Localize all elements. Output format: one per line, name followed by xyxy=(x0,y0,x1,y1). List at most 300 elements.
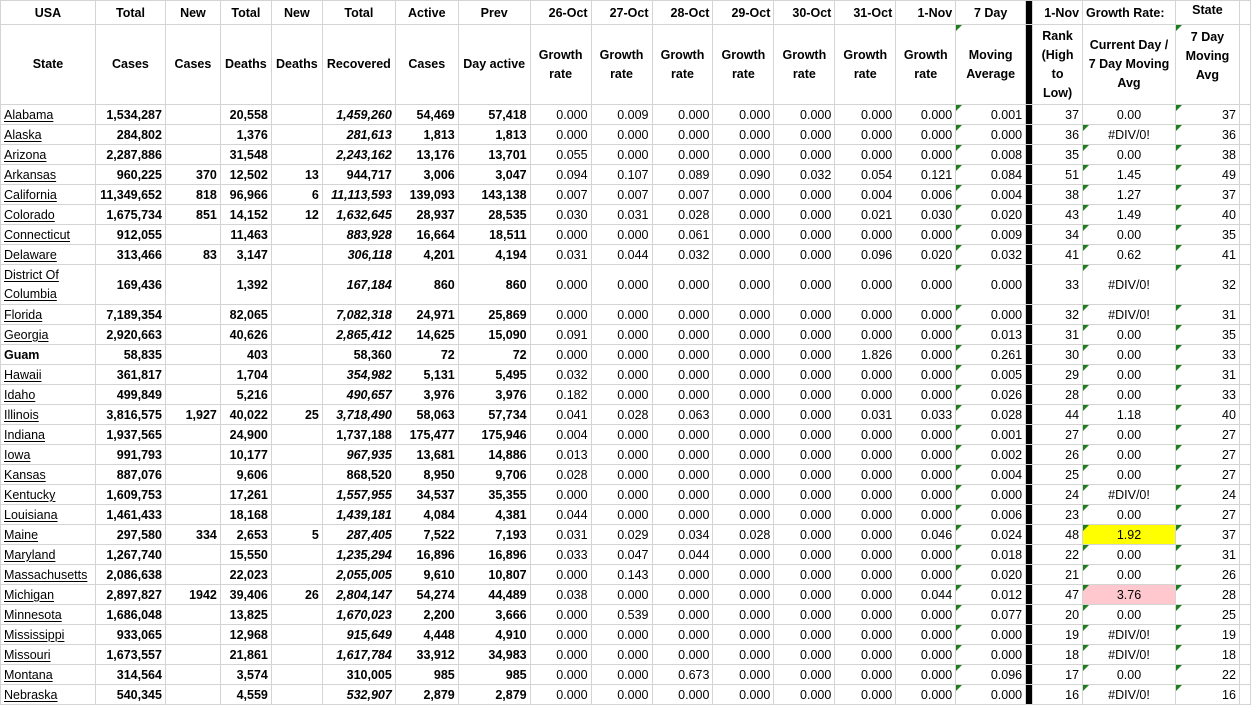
state-seven-day-rank-cell[interactable]: 22 xyxy=(1175,665,1239,685)
active-cases-cell[interactable]: 16,664 xyxy=(395,225,458,245)
empty-cell[interactable] xyxy=(1239,1,1250,25)
state-link[interactable]: Kentucky xyxy=(4,487,56,502)
growth-rate-cell[interactable]: 0.000 xyxy=(713,265,774,305)
recovered-cell[interactable]: 7,082,318 xyxy=(322,305,395,325)
new-deaths-cell[interactable] xyxy=(271,245,322,265)
growth-rate-cell[interactable]: 0.000 xyxy=(713,225,774,245)
growth-ratio-cell[interactable]: 0.00 xyxy=(1083,565,1176,585)
growth-rate-cell[interactable]: 0.000 xyxy=(835,305,896,325)
growth-rate-cell[interactable]: 0.107 xyxy=(591,165,652,185)
total-cases-cell[interactable]: 1,673,557 xyxy=(95,645,165,665)
growth-ratio-cell[interactable]: 1.27 xyxy=(1083,185,1176,205)
growth-rate-cell[interactable]: 0.000 xyxy=(774,645,835,665)
rank-cell[interactable]: 23 xyxy=(1033,505,1083,525)
header-new-deaths[interactable]: Deaths xyxy=(271,25,322,105)
prev-day-active-cell[interactable]: 175,946 xyxy=(458,425,530,445)
growth-rate-cell[interactable]: 0.000 xyxy=(774,685,835,705)
recovered-cell[interactable]: 58,360 xyxy=(322,345,395,365)
moving-average-cell[interactable]: 0.009 xyxy=(956,225,1026,245)
prev-day-active-cell[interactable]: 4,910 xyxy=(458,625,530,645)
new-deaths-cell[interactable]: 6 xyxy=(271,185,322,205)
growth-rate-cell[interactable]: 0.032 xyxy=(530,365,591,385)
recovered-cell[interactable]: 967,935 xyxy=(322,445,395,465)
moving-average-cell[interactable]: 0.001 xyxy=(956,425,1026,445)
recovered-cell[interactable]: 915,649 xyxy=(322,625,395,645)
recovered-cell[interactable]: 944,717 xyxy=(322,165,395,185)
moving-average-cell[interactable]: 0.032 xyxy=(956,245,1026,265)
growth-rate-cell[interactable]: 0.007 xyxy=(530,185,591,205)
growth-rate-cell[interactable]: 0.000 xyxy=(896,365,956,385)
prev-day-active-cell[interactable]: 4,381 xyxy=(458,505,530,525)
growth-rate-cell[interactable]: 1.826 xyxy=(835,345,896,365)
active-cases-cell[interactable]: 2,879 xyxy=(395,685,458,705)
header-active-cases[interactable]: Active xyxy=(395,1,458,25)
growth-rate-cell[interactable]: 0.000 xyxy=(530,225,591,245)
moving-average-cell[interactable]: 0.008 xyxy=(956,145,1026,165)
header-total-cases[interactable]: Cases xyxy=(95,25,165,105)
growth-ratio-cell[interactable]: #DIV/0! xyxy=(1083,265,1176,305)
active-cases-cell[interactable]: 13,176 xyxy=(395,145,458,165)
growth-rate-cell[interactable]: 0.000 xyxy=(774,265,835,305)
growth-rate-cell[interactable]: 0.000 xyxy=(774,245,835,265)
empty-cell[interactable] xyxy=(1239,605,1250,625)
moving-average-cell[interactable]: 0.000 xyxy=(956,265,1026,305)
recovered-cell[interactable]: 167,184 xyxy=(322,265,395,305)
recovered-cell[interactable]: 1,617,784 xyxy=(322,645,395,665)
growth-rate-cell[interactable]: 0.038 xyxy=(530,585,591,605)
growth-rate-cell[interactable]: 0.000 xyxy=(591,625,652,645)
growth-rate-cell[interactable]: 0.009 xyxy=(591,105,652,125)
state-link[interactable]: Georgia xyxy=(4,327,49,342)
state-seven-day-rank-cell[interactable]: 27 xyxy=(1175,505,1239,525)
growth-rate-cell[interactable]: 0.096 xyxy=(835,245,896,265)
new-deaths-cell[interactable] xyxy=(271,625,322,645)
empty-cell[interactable] xyxy=(1239,405,1250,425)
growth-rate-cell[interactable]: 0.000 xyxy=(896,125,956,145)
empty-cell[interactable] xyxy=(1239,185,1250,205)
header-growth-29-oct[interactable]: Growth rate xyxy=(713,25,774,105)
state-link[interactable]: Arkansas xyxy=(4,167,57,182)
moving-average-cell[interactable]: 0.261 xyxy=(956,345,1026,365)
state-name-cell[interactable] xyxy=(1,625,96,645)
growth-rate-cell[interactable]: 0.000 xyxy=(774,305,835,325)
growth-rate-cell[interactable]: 0.000 xyxy=(591,425,652,445)
new-deaths-cell[interactable]: 5 xyxy=(271,525,322,545)
total-cases-cell[interactable]: 912,055 xyxy=(95,225,165,245)
moving-average-cell[interactable]: 0.018 xyxy=(956,545,1026,565)
growth-rate-cell[interactable]: 0.000 xyxy=(713,185,774,205)
growth-rate-cell[interactable]: 0.000 xyxy=(713,145,774,165)
growth-rate-cell[interactable]: 0.000 xyxy=(835,485,896,505)
growth-rate-cell[interactable]: 0.000 xyxy=(652,345,713,365)
new-deaths-cell[interactable] xyxy=(271,545,322,565)
empty-cell[interactable] xyxy=(1239,465,1250,485)
empty-cell[interactable] xyxy=(1239,105,1250,125)
state-seven-day-rank-cell[interactable]: 36 xyxy=(1175,125,1239,145)
rank-cell[interactable]: 27 xyxy=(1033,425,1083,445)
total-cases-cell[interactable]: 960,225 xyxy=(95,165,165,185)
total-deaths-cell[interactable]: 15,550 xyxy=(220,545,271,565)
total-cases-cell[interactable]: 284,802 xyxy=(95,125,165,145)
growth-rate-cell[interactable]: 0.000 xyxy=(713,325,774,345)
prev-day-active-cell[interactable]: 143,138 xyxy=(458,185,530,205)
state-link[interactable]: Connecticut xyxy=(4,227,71,242)
growth-rate-cell[interactable]: 0.539 xyxy=(591,605,652,625)
growth-rate-cell[interactable]: 0.000 xyxy=(896,105,956,125)
new-cases-cell[interactable] xyxy=(165,305,220,325)
recovered-cell[interactable]: 2,243,162 xyxy=(322,145,395,165)
active-cases-cell[interactable]: 24,971 xyxy=(395,305,458,325)
rank-cell[interactable]: 32 xyxy=(1033,305,1083,325)
new-cases-cell[interactable] xyxy=(165,565,220,585)
empty-cell[interactable] xyxy=(1239,225,1250,245)
state-name-cell[interactable] xyxy=(1,365,96,385)
growth-rate-cell[interactable]: 0.000 xyxy=(713,385,774,405)
growth-rate-cell[interactable]: 0.000 xyxy=(530,645,591,665)
state-link[interactable]: Arizona xyxy=(4,147,47,162)
state-name-cell[interactable] xyxy=(1,485,96,505)
state-seven-day-rank-cell[interactable]: 16 xyxy=(1175,685,1239,705)
growth-rate-cell[interactable]: 0.000 xyxy=(835,425,896,445)
total-cases-cell[interactable]: 297,580 xyxy=(95,525,165,545)
growth-rate-cell[interactable]: 0.000 xyxy=(713,685,774,705)
growth-rate-cell[interactable]: 0.000 xyxy=(774,585,835,605)
new-deaths-cell[interactable] xyxy=(271,565,322,585)
state-seven-day-rank-cell[interactable]: 40 xyxy=(1175,205,1239,225)
growth-rate-cell[interactable]: 0.028 xyxy=(652,205,713,225)
header-growth-27-oct[interactable]: 27-Oct xyxy=(591,1,652,25)
rank-cell[interactable]: 22 xyxy=(1033,545,1083,565)
empty-cell[interactable] xyxy=(1239,425,1250,445)
active-cases-cell[interactable]: 3,976 xyxy=(395,385,458,405)
state-seven-day-rank-cell[interactable]: 35 xyxy=(1175,225,1239,245)
new-cases-cell[interactable] xyxy=(165,225,220,245)
growth-ratio-cell[interactable]: 0.62 xyxy=(1083,245,1176,265)
new-cases-cell[interactable] xyxy=(165,105,220,125)
empty-cell[interactable] xyxy=(1239,585,1250,605)
rank-cell[interactable]: 44 xyxy=(1033,405,1083,425)
new-deaths-cell[interactable]: 13 xyxy=(271,165,322,185)
rank-cell[interactable]: 28 xyxy=(1033,385,1083,405)
total-cases-cell[interactable]: 11,349,652 xyxy=(95,185,165,205)
moving-average-cell[interactable]: 0.006 xyxy=(956,505,1026,525)
rank-cell[interactable]: 34 xyxy=(1033,225,1083,245)
growth-rate-cell[interactable]: 0.000 xyxy=(896,305,956,325)
new-cases-cell[interactable] xyxy=(165,505,220,525)
growth-rate-cell[interactable]: 0.000 xyxy=(774,505,835,525)
growth-rate-cell[interactable]: 0.047 xyxy=(591,545,652,565)
empty-cell[interactable] xyxy=(1239,165,1250,185)
growth-rate-cell[interactable]: 0.000 xyxy=(896,145,956,165)
recovered-cell[interactable]: 2,804,147 xyxy=(322,585,395,605)
total-deaths-cell[interactable]: 12,502 xyxy=(220,165,271,185)
state-seven-day-rank-cell[interactable]: 35 xyxy=(1175,325,1239,345)
state-link[interactable]: Alaska xyxy=(4,127,42,142)
state-name-cell[interactable] xyxy=(1,225,96,245)
growth-rate-cell[interactable]: 0.000 xyxy=(896,445,956,465)
total-deaths-cell[interactable]: 82,065 xyxy=(220,305,271,325)
growth-rate-cell[interactable]: 0.021 xyxy=(835,205,896,225)
state-link[interactable]: Idaho xyxy=(4,387,36,402)
growth-ratio-cell[interactable]: 0.00 xyxy=(1083,325,1176,345)
state-seven-day-rank-cell[interactable]: 27 xyxy=(1175,465,1239,485)
growth-rate-cell[interactable]: 0.000 xyxy=(652,385,713,405)
growth-rate-cell[interactable]: 0.000 xyxy=(591,345,652,365)
recovered-cell[interactable]: 2,055,005 xyxy=(322,565,395,585)
header-total-cases[interactable]: Total xyxy=(95,1,165,25)
growth-ratio-cell[interactable]: 0.00 xyxy=(1083,105,1176,125)
header-state[interactable]: USA xyxy=(1,1,96,25)
active-cases-cell[interactable]: 13,681 xyxy=(395,445,458,465)
header-growth-1-nov[interactable]: Growth rate xyxy=(896,25,956,105)
state-name-cell[interactable] xyxy=(1,445,96,465)
growth-rate-cell[interactable]: 0.000 xyxy=(652,465,713,485)
active-cases-cell[interactable]: 4,201 xyxy=(395,245,458,265)
growth-ratio-cell[interactable]: 0.00 xyxy=(1083,365,1176,385)
new-deaths-cell[interactable] xyxy=(271,325,322,345)
growth-rate-cell[interactable]: 0.000 xyxy=(713,665,774,685)
moving-average-cell[interactable]: 0.012 xyxy=(956,585,1026,605)
growth-rate-cell[interactable]: 0.000 xyxy=(835,685,896,705)
empty-cell[interactable] xyxy=(1239,665,1250,685)
new-deaths-cell[interactable]: 25 xyxy=(271,405,322,425)
new-cases-cell[interactable] xyxy=(165,145,220,165)
header-new-deaths[interactable]: New xyxy=(271,1,322,25)
header-growth-29-oct[interactable]: 29-Oct xyxy=(713,1,774,25)
growth-rate-cell[interactable]: 0.000 xyxy=(713,445,774,465)
growth-rate-cell[interactable]: 0.091 xyxy=(530,325,591,345)
growth-rate-cell[interactable]: 0.000 xyxy=(530,105,591,125)
total-deaths-cell[interactable]: 14,152 xyxy=(220,205,271,225)
active-cases-cell[interactable]: 2,200 xyxy=(395,605,458,625)
header-state[interactable]: State xyxy=(1,25,96,105)
state-seven-day-rank-cell[interactable]: 24 xyxy=(1175,485,1239,505)
total-cases-cell[interactable]: 169,436 xyxy=(95,265,165,305)
growth-rate-cell[interactable]: 0.182 xyxy=(530,385,591,405)
growth-rate-cell[interactable]: 0.000 xyxy=(652,685,713,705)
new-deaths-cell[interactable]: 12 xyxy=(271,205,322,225)
growth-ratio-cell[interactable]: 0.00 xyxy=(1083,605,1176,625)
total-cases-cell[interactable]: 1,267,740 xyxy=(95,545,165,565)
growth-rate-cell[interactable]: 0.000 xyxy=(774,345,835,365)
rank-cell[interactable]: 38 xyxy=(1033,185,1083,205)
growth-rate-cell[interactable]: 0.000 xyxy=(713,245,774,265)
empty-cell[interactable] xyxy=(1239,365,1250,385)
state-name-cell[interactable] xyxy=(1,465,96,485)
state-name-cell[interactable] xyxy=(1,165,96,185)
state-name-cell[interactable] xyxy=(1,605,96,625)
new-deaths-cell[interactable] xyxy=(271,365,322,385)
state-name-cell[interactable] xyxy=(1,185,96,205)
growth-rate-cell[interactable]: 0.004 xyxy=(530,425,591,445)
total-deaths-cell[interactable]: 1,704 xyxy=(220,365,271,385)
growth-rate-cell[interactable]: 0.000 xyxy=(896,265,956,305)
prev-day-active-cell[interactable]: 10,807 xyxy=(458,565,530,585)
moving-average-cell[interactable]: 0.000 xyxy=(956,485,1026,505)
growth-rate-cell[interactable]: 0.000 xyxy=(896,345,956,365)
new-cases-cell[interactable] xyxy=(165,265,220,305)
state-seven-day-rank-cell[interactable]: 33 xyxy=(1175,385,1239,405)
moving-average-cell[interactable]: 0.028 xyxy=(956,405,1026,425)
growth-rate-cell[interactable]: 0.000 xyxy=(896,225,956,245)
new-cases-cell[interactable] xyxy=(165,545,220,565)
state-seven-day-rank-cell[interactable]: 49 xyxy=(1175,165,1239,185)
header-current-day-ratio[interactable]: Growth Rate: xyxy=(1083,1,1176,25)
empty-cell[interactable] xyxy=(1239,265,1250,305)
rank-cell[interactable]: 43 xyxy=(1033,205,1083,225)
recovered-cell[interactable]: 11,113,593 xyxy=(322,185,395,205)
growth-ratio-cell[interactable]: 1.49 xyxy=(1083,205,1176,225)
moving-average-cell[interactable]: 0.020 xyxy=(956,565,1026,585)
header-growth-28-oct[interactable]: 28-Oct xyxy=(652,1,713,25)
state-seven-day-rank-cell[interactable]: 33 xyxy=(1175,345,1239,365)
growth-ratio-cell[interactable]: 0.00 xyxy=(1083,225,1176,245)
growth-rate-cell[interactable]: 0.000 xyxy=(591,685,652,705)
state-link[interactable]: Michigan xyxy=(4,587,55,602)
new-deaths-cell[interactable] xyxy=(271,145,322,165)
prev-day-active-cell[interactable]: 16,896 xyxy=(458,545,530,565)
growth-rate-cell[interactable]: 0.000 xyxy=(530,305,591,325)
growth-rate-cell[interactable]: 0.029 xyxy=(591,525,652,545)
growth-rate-cell[interactable]: 0.033 xyxy=(896,405,956,425)
active-cases-cell[interactable]: 34,537 xyxy=(395,485,458,505)
growth-rate-cell[interactable]: 0.000 xyxy=(591,325,652,345)
prev-day-active-cell[interactable]: 3,047 xyxy=(458,165,530,185)
new-cases-cell[interactable]: 1,927 xyxy=(165,405,220,425)
growth-rate-cell[interactable]: 0.000 xyxy=(713,425,774,445)
total-deaths-cell[interactable]: 96,966 xyxy=(220,185,271,205)
active-cases-cell[interactable]: 860 xyxy=(395,265,458,305)
growth-rate-cell[interactable]: 0.000 xyxy=(896,605,956,625)
total-cases-cell[interactable]: 887,076 xyxy=(95,465,165,485)
growth-rate-cell[interactable]: 0.031 xyxy=(591,205,652,225)
state-name-cell[interactable] xyxy=(1,385,96,405)
growth-rate-cell[interactable]: 0.000 xyxy=(835,585,896,605)
moving-average-cell[interactable]: 0.005 xyxy=(956,365,1026,385)
active-cases-cell[interactable]: 9,610 xyxy=(395,565,458,585)
moving-average-cell[interactable]: 0.077 xyxy=(956,605,1026,625)
growth-rate-cell[interactable]: 0.000 xyxy=(591,365,652,385)
moving-average-cell[interactable]: 0.026 xyxy=(956,385,1026,405)
growth-rate-cell[interactable]: 0.000 xyxy=(652,105,713,125)
growth-rate-cell[interactable]: 0.000 xyxy=(713,645,774,665)
state-name-cell[interactable] xyxy=(1,565,96,585)
growth-rate-cell[interactable]: 0.000 xyxy=(591,265,652,305)
new-cases-cell[interactable] xyxy=(165,645,220,665)
header-growth-1-nov[interactable]: 1-Nov xyxy=(896,1,956,25)
state-name-cell[interactable] xyxy=(1,405,96,425)
prev-day-active-cell[interactable]: 25,869 xyxy=(458,305,530,325)
new-cases-cell[interactable] xyxy=(165,685,220,705)
active-cases-cell[interactable]: 7,522 xyxy=(395,525,458,545)
growth-rate-cell[interactable]: 0.000 xyxy=(652,485,713,505)
growth-rate-cell[interactable]: 0.094 xyxy=(530,165,591,185)
state-link[interactable]: Hawaii xyxy=(4,367,42,382)
total-deaths-cell[interactable]: 22,023 xyxy=(220,565,271,585)
recovered-cell[interactable]: 1,632,645 xyxy=(322,205,395,225)
growth-rate-cell[interactable]: 0.000 xyxy=(591,125,652,145)
growth-rate-cell[interactable]: 0.000 xyxy=(774,485,835,505)
recovered-cell[interactable]: 281,613 xyxy=(322,125,395,145)
total-deaths-cell[interactable]: 20,558 xyxy=(220,105,271,125)
new-cases-cell[interactable] xyxy=(165,605,220,625)
growth-rate-cell[interactable]: 0.000 xyxy=(774,365,835,385)
new-cases-cell[interactable] xyxy=(165,345,220,365)
growth-rate-cell[interactable]: 0.000 xyxy=(530,345,591,365)
empty-cell[interactable] xyxy=(1239,565,1250,585)
growth-rate-cell[interactable]: 0.000 xyxy=(652,585,713,605)
new-cases-cell[interactable]: 370 xyxy=(165,165,220,185)
total-deaths-cell[interactable]: 1,376 xyxy=(220,125,271,145)
new-deaths-cell[interactable] xyxy=(271,505,322,525)
growth-rate-cell[interactable]: 0.000 xyxy=(896,685,956,705)
empty-cell[interactable] xyxy=(1239,345,1250,365)
state-link[interactable]: Louisiana xyxy=(4,507,58,522)
growth-rate-cell[interactable]: 0.033 xyxy=(530,545,591,565)
active-cases-cell[interactable]: 4,448 xyxy=(395,625,458,645)
growth-rate-cell[interactable]: 0.000 xyxy=(896,505,956,525)
new-cases-cell[interactable] xyxy=(165,425,220,445)
moving-average-cell[interactable]: 0.001 xyxy=(956,105,1026,125)
state-name-cell[interactable] xyxy=(1,505,96,525)
active-cases-cell[interactable]: 985 xyxy=(395,665,458,685)
new-cases-cell[interactable] xyxy=(165,485,220,505)
rank-cell[interactable]: 51 xyxy=(1033,165,1083,185)
growth-rate-cell[interactable]: 0.000 xyxy=(774,125,835,145)
rank-cell[interactable]: 19 xyxy=(1033,625,1083,645)
growth-rate-cell[interactable]: 0.673 xyxy=(652,665,713,685)
state-seven-day-rank-cell[interactable]: 27 xyxy=(1175,425,1239,445)
growth-rate-cell[interactable]: 0.000 xyxy=(774,405,835,425)
state-link[interactable]: Minnesota xyxy=(4,607,62,622)
active-cases-cell[interactable]: 28,937 xyxy=(395,205,458,225)
growth-rate-cell[interactable]: 0.000 xyxy=(591,145,652,165)
growth-rate-cell[interactable]: 0.000 xyxy=(530,625,591,645)
growth-ratio-cell[interactable]: 3.76 xyxy=(1083,585,1176,605)
growth-rate-cell[interactable]: 0.090 xyxy=(713,165,774,185)
recovered-cell[interactable]: 532,907 xyxy=(322,685,395,705)
prev-day-active-cell[interactable]: 860 xyxy=(458,265,530,305)
growth-rate-cell[interactable]: 0.000 xyxy=(591,585,652,605)
moving-average-cell[interactable]: 0.004 xyxy=(956,185,1026,205)
active-cases-cell[interactable]: 16,896 xyxy=(395,545,458,565)
state-seven-day-rank-cell[interactable]: 31 xyxy=(1175,545,1239,565)
total-cases-cell[interactable]: 2,920,663 xyxy=(95,325,165,345)
header-growth-31-oct[interactable]: 31-Oct xyxy=(835,1,896,25)
growth-rate-cell[interactable]: 0.000 xyxy=(774,605,835,625)
growth-rate-cell[interactable]: 0.000 xyxy=(774,625,835,645)
rank-cell[interactable]: 20 xyxy=(1033,605,1083,625)
state-seven-day-rank-cell[interactable]: 27 xyxy=(1175,445,1239,465)
growth-rate-cell[interactable]: 0.000 xyxy=(835,145,896,165)
growth-rate-cell[interactable]: 0.000 xyxy=(713,465,774,485)
growth-rate-cell[interactable]: 0.000 xyxy=(774,465,835,485)
active-cases-cell[interactable]: 139,093 xyxy=(395,185,458,205)
growth-rate-cell[interactable]: 0.000 xyxy=(652,565,713,585)
rank-cell[interactable]: 33 xyxy=(1033,265,1083,305)
growth-rate-cell[interactable]: 0.046 xyxy=(896,525,956,545)
growth-ratio-cell[interactable]: #DIV/0! xyxy=(1083,305,1176,325)
growth-rate-cell[interactable]: 0.006 xyxy=(896,185,956,205)
growth-rate-cell[interactable]: 0.055 xyxy=(530,145,591,165)
rank-cell[interactable]: 37 xyxy=(1033,105,1083,125)
recovered-cell[interactable]: 2,865,412 xyxy=(322,325,395,345)
state-seven-day-rank-cell[interactable]: 28 xyxy=(1175,585,1239,605)
recovered-cell[interactable]: 1,235,294 xyxy=(322,545,395,565)
total-cases-cell[interactable]: 1,686,048 xyxy=(95,605,165,625)
moving-average-cell[interactable]: 0.000 xyxy=(956,625,1026,645)
new-cases-cell[interactable] xyxy=(165,465,220,485)
